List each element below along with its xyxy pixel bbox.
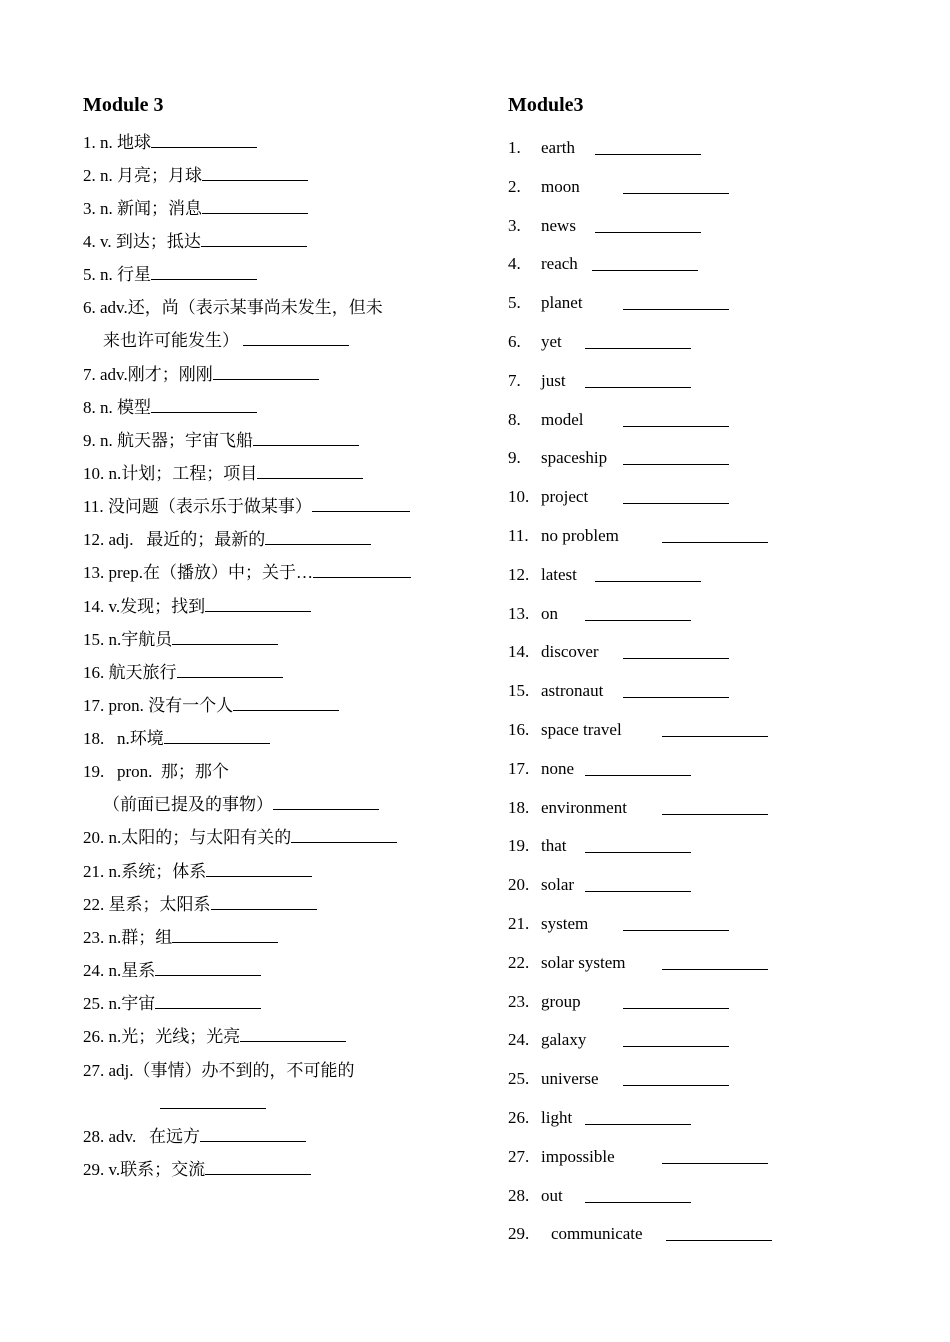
- answer-blank[interactable]: [585, 1202, 691, 1203]
- right-item-word: universe: [541, 1069, 599, 1088]
- answer-blank[interactable]: [662, 969, 768, 970]
- answer-blank[interactable]: [312, 497, 410, 512]
- left-item: 1. n. 地球: [83, 132, 257, 154]
- right-item-number: 2.: [508, 177, 521, 196]
- right-item-number: 25.: [508, 1069, 530, 1088]
- right-item-number: 26.: [508, 1108, 530, 1127]
- answer-blank[interactable]: [623, 1008, 729, 1009]
- right-item-word: impossible: [541, 1147, 615, 1166]
- right-item-number: 12.: [508, 565, 530, 584]
- answer-blank[interactable]: [172, 928, 278, 943]
- left-item: 13. prep.在（播放）中；关于…: [83, 562, 411, 584]
- left-item: 22. 星系；太阳系: [83, 894, 317, 916]
- answer-blank[interactable]: [164, 729, 270, 744]
- right-item-number: 23.: [508, 992, 530, 1011]
- left-item: 21. n.系统；体系: [83, 861, 312, 883]
- answer-blank[interactable]: [273, 795, 379, 810]
- right-item-word: latest: [541, 565, 577, 584]
- right-item-number: 28.: [508, 1186, 530, 1205]
- answer-blank[interactable]: [623, 464, 729, 465]
- answer-blank[interactable]: [205, 1160, 311, 1175]
- left-item: 18. n.环境: [83, 728, 270, 750]
- left-item: 16. 航天旅行: [83, 662, 283, 684]
- right-item-number: 16.: [508, 720, 530, 739]
- right-item-number: 24.: [508, 1030, 530, 1049]
- answer-blank[interactable]: [243, 331, 349, 346]
- answer-blank[interactable]: [595, 154, 701, 155]
- left-item: 26. n.光；光线；光亮: [83, 1026, 346, 1048]
- right-item-word: solar: [541, 875, 575, 894]
- left-item: 29. v.联系；交流: [83, 1159, 311, 1181]
- right-item-word: on: [541, 604, 558, 623]
- left-item: [160, 1093, 266, 1115]
- left-item: 11. 没问题（表示乐于做某事）: [83, 496, 410, 518]
- left-item: 23. n.群；组: [83, 927, 278, 949]
- right-item-number: 18.: [508, 798, 530, 817]
- right-item-number: 7.: [508, 371, 521, 390]
- left-item: 14. v.发现；找到: [83, 596, 311, 618]
- answer-blank[interactable]: [623, 1046, 729, 1047]
- left-item: 3. n. 新闻；消息: [83, 198, 308, 220]
- answer-blank[interactable]: [155, 961, 261, 976]
- left-item: 20. n.太阳的；与太阳有关的: [83, 827, 397, 849]
- right-item-number: 20.: [508, 875, 530, 894]
- answer-blank[interactable]: [155, 994, 261, 1009]
- answer-blank[interactable]: [202, 166, 308, 181]
- right-item-word: just: [541, 371, 566, 390]
- answer-blank[interactable]: [177, 663, 283, 678]
- answer-blank[interactable]: [623, 697, 729, 698]
- right-item-number: 14.: [508, 642, 530, 661]
- right-item-word: group: [541, 992, 581, 1011]
- answer-blank[interactable]: [662, 814, 768, 815]
- answer-blank[interactable]: [662, 1163, 768, 1164]
- right-item-number: 17.: [508, 759, 530, 778]
- left-module-title: Module 3: [83, 94, 164, 116]
- answer-blank[interactable]: [585, 1124, 691, 1125]
- right-item-number: 21.: [508, 914, 530, 933]
- answer-blank[interactable]: [592, 270, 698, 271]
- answer-blank[interactable]: [623, 193, 729, 194]
- left-item: 17. pron. 没有一个人: [83, 695, 339, 717]
- right-item-word: yet: [541, 332, 562, 351]
- right-item-word: discover: [541, 642, 599, 661]
- answer-blank[interactable]: [200, 1127, 306, 1142]
- left-item: 28. adv. 在远方: [83, 1126, 306, 1148]
- right-item-number: 10.: [508, 487, 530, 506]
- answer-blank[interactable]: [257, 464, 363, 479]
- answer-blank[interactable]: [585, 387, 691, 388]
- right-item-number: 3.: [508, 216, 521, 235]
- left-item: 15. n.宇航员: [83, 629, 278, 651]
- right-item-word: galaxy: [541, 1030, 587, 1049]
- answer-blank[interactable]: [291, 828, 397, 843]
- answer-blank[interactable]: [151, 265, 257, 280]
- answer-blank[interactable]: [205, 597, 311, 612]
- right-item-number: 5.: [508, 293, 521, 312]
- left-item: 25. n.宇宙: [83, 993, 261, 1015]
- answer-blank[interactable]: [623, 1085, 729, 1086]
- right-item-word: spaceship: [541, 448, 608, 467]
- answer-blank[interactable]: [160, 1094, 266, 1109]
- right-module-title: Module3: [508, 94, 584, 116]
- answer-blank[interactable]: [172, 630, 278, 645]
- answer-blank[interactable]: [585, 348, 691, 349]
- answer-blank[interactable]: [623, 930, 729, 931]
- answer-blank[interactable]: [265, 530, 371, 545]
- answer-blank[interactable]: [585, 891, 691, 892]
- right-item-word: space travel: [541, 720, 622, 739]
- right-item-number: 6.: [508, 332, 521, 351]
- answer-blank[interactable]: [313, 563, 411, 578]
- answer-blank[interactable]: [585, 775, 691, 776]
- left-item: （前面已提及的事物）: [103, 794, 379, 816]
- answer-blank[interactable]: [233, 696, 339, 711]
- left-item: 9. n. 航天器；宇宙飞船: [83, 430, 359, 452]
- right-item-word: light: [541, 1108, 573, 1127]
- answer-blank[interactable]: [662, 736, 768, 737]
- answer-blank[interactable]: [202, 199, 308, 214]
- answer-blank[interactable]: [240, 1027, 346, 1042]
- left-item: 10. n.计划；工程；项目: [83, 463, 363, 485]
- answer-blank[interactable]: [211, 895, 317, 910]
- left-item: 8. n. 模型: [83, 397, 257, 419]
- right-item-number: 9.: [508, 448, 521, 467]
- left-item: 6. adv.还，尚（表示某事尚未发生，但未: [83, 298, 383, 317]
- right-item-word: solar system: [541, 953, 626, 972]
- answer-blank[interactable]: [595, 581, 701, 582]
- right-item-word: model: [541, 410, 584, 429]
- right-item-word: system: [541, 914, 589, 933]
- answer-blank[interactable]: [666, 1240, 772, 1241]
- right-item-word: reach: [541, 254, 578, 273]
- right-item-number: 4.: [508, 254, 521, 273]
- right-item-number: 19.: [508, 836, 530, 855]
- answer-blank[interactable]: [201, 232, 307, 247]
- answer-blank[interactable]: [623, 658, 729, 659]
- answer-blank[interactable]: [623, 309, 729, 310]
- right-item-word: that: [541, 836, 567, 855]
- left-item: 12. adj. 最近的；最新的: [83, 529, 371, 551]
- right-item-word: news: [541, 216, 576, 235]
- right-item-word: astronaut: [541, 681, 604, 700]
- right-item-number: 11.: [508, 526, 529, 545]
- left-item: 4. v. 到达；抵达: [83, 231, 307, 253]
- right-item-word: communicate: [551, 1224, 643, 1243]
- left-item: 5. n. 行星: [83, 264, 257, 286]
- right-item-word: environment: [541, 798, 627, 817]
- left-item: 19. pron. 那；那个: [83, 762, 229, 781]
- right-item-word: earth: [541, 138, 575, 157]
- right-item-number: 15.: [508, 681, 530, 700]
- right-item-number: 8.: [508, 410, 521, 429]
- answer-blank[interactable]: [206, 862, 312, 877]
- answer-blank[interactable]: [623, 426, 729, 427]
- right-item-word: none: [541, 759, 575, 778]
- left-item: 7. adv.刚才；刚刚: [83, 364, 319, 386]
- right-item-word: project: [541, 487, 589, 506]
- answer-blank[interactable]: [151, 133, 257, 148]
- left-item: 2. n. 月亮；月球: [83, 165, 308, 187]
- right-item-number: 29.: [508, 1224, 530, 1243]
- answer-blank[interactable]: [585, 852, 691, 853]
- answer-blank[interactable]: [623, 503, 729, 504]
- right-item-word: out: [541, 1186, 563, 1205]
- answer-blank[interactable]: [213, 365, 319, 380]
- left-item: 24. n.星系: [83, 960, 261, 982]
- right-item-number: 13.: [508, 604, 530, 623]
- answer-blank[interactable]: [253, 431, 359, 446]
- right-item-number: 27.: [508, 1147, 530, 1166]
- right-item-word: planet: [541, 293, 583, 312]
- answer-blank[interactable]: [585, 620, 691, 621]
- right-item-word: no problem: [541, 526, 619, 545]
- left-item: 来也许可能发生）: [103, 330, 349, 352]
- right-item-word: moon: [541, 177, 580, 196]
- answer-blank[interactable]: [662, 542, 768, 543]
- answer-blank[interactable]: [151, 398, 257, 413]
- answer-blank[interactable]: [595, 232, 701, 233]
- right-item-number: 1.: [508, 138, 521, 157]
- right-item-number: 22.: [508, 953, 530, 972]
- left-item: 27. adj.（事情）办不到的，不可能的: [83, 1061, 355, 1080]
